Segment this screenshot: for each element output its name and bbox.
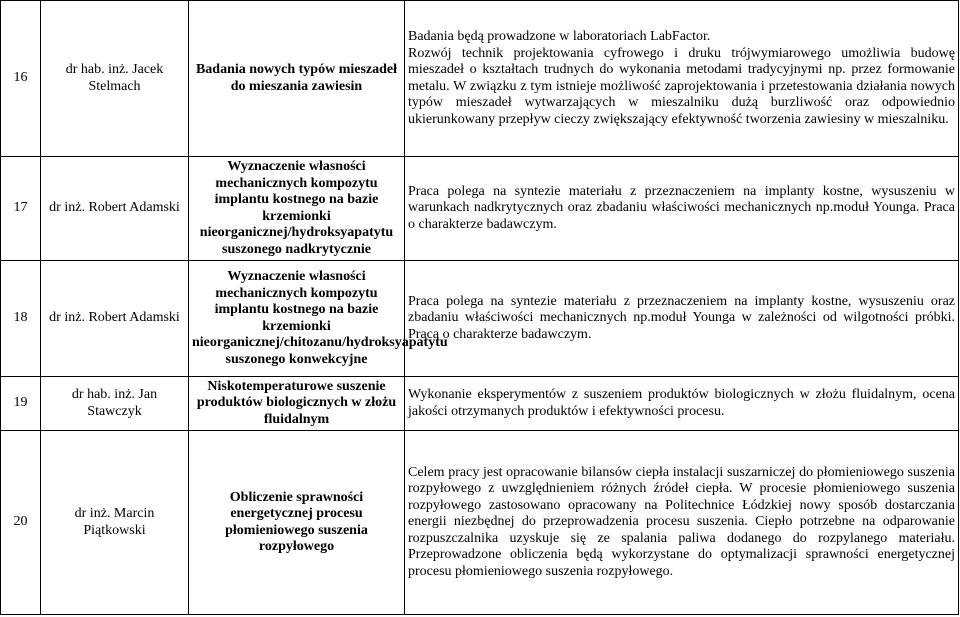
table-row [1,157,959,261]
row-number: 17 [1,157,41,261]
supervisor-name: dr inż. Robert Adamski [41,261,189,377]
topic-description [405,431,959,615]
description-paragraph: Wykonanie eksperymentów z suszeniem produktów biologicznych w złożu fluidalnym, ocena jakości otrzymanych produktów i efektywności procesu. [408,387,955,419]
supervisor-name: dr inż. Marcin Piątkowski [41,431,189,615]
row-number: 20 [1,431,41,615]
row-number: 18 [1,261,41,377]
description-paragraph: Rozwój technik projektowania cyfrowego i druku trójwymiarowego umożliwia budowę mieszadeł o kształtach trudnych do wykonania metodami tradycyjnymi np. przez formowanie metalu. W związku z tym istnieje możliwość zaprojektowania i przetestowania działania nowych typów mieszadeł wytwarzających w mieszalniku dużą burzliwość oraz odpowiednio ukierunkowany przepływ cieczy zwiększający efektywność tworzenia zawiesiny w mieszalniku. [408,45,955,127]
thesis-topic: Wyznaczenie własności mechanicznych kompozytu implantu kostnego na bazie krzemionki nieorganicznej/chitozanu/hydroksyapatytu suszonego konwekcyjne [189,261,405,377]
thesis-topic: Niskotemperaturowe suszenie produktów biologicznych w złożu fluidalnym [189,377,405,431]
row-number: 19 [1,377,41,431]
supervisor-name: dr inż. Robert Adamski [41,157,189,261]
thesis-topic: Badania nowych typów mieszadeł do mieszania zawiesin [189,1,405,157]
description-paragraph: Badania będą prowadzone w laboratoriach LabFactor. [408,29,711,44]
topic-description [405,1,959,157]
description-paragraph: Praca polega na syntezie materiału z przeznaczeniem na implanty kostne, wysuszeniu oraz zbadaniu właściwości mechanicznych np.moduł Younga w zależności od wilgotności próbki. Praca o charakterze badawczym. [408,293,955,342]
supervisor-name: dr hab. inż. Jacek Stelmach [41,1,189,157]
table-row [1,261,959,377]
table-row [1,377,959,431]
thesis-topic: Wyznaczenie własności mechanicznych kompozytu implantu kostnego na bazie krzemionki nieorganicznej/hydroksyapatytu suszonego nadkrytycznie [189,157,405,261]
topic-description [405,157,959,261]
description-paragraph: Praca polega na syntezie materiału z przeznaczeniem na implanty kostne, wysuszeniu w warunkach nadkrytycznych oraz zbadaniu właściwości mechanicznych np.moduł Younga. Praca o charakterze badawczym. [408,183,955,232]
table-row [1,431,959,615]
table-row [1,1,959,157]
topic-description [405,261,959,377]
row-number: 16 [1,1,41,157]
description-paragraph: Celem pracy jest opracowanie bilansów ciepła instalacji suszarniczej do płomieniowego suszenia rozpyłowego z uwzględnieniem różnych źródeł ciepła. W procesie płomieniowego suszenia rozpyłowego zastosowano opracowany na Politechnice Łódzkiej nowy sposób dostarczania energii niezbędnej do przeprowadzenia procesu suszenia. Ciepło potrzebne na odparowanie rozpuszczalnika uzyskuje się ze spalania paliwa dodanego do rozpylanego materiału. Przeprowadzone obliczenia będą wykorzystane do optymalizacji sprawności energetycznej procesu płomieniowego suszenia rozpyłowego. [408,464,955,579]
thesis-topic: Obliczenie sprawności energetycznej procesu płomieniowego suszenia rozpyłowego [189,431,405,615]
supervisor-name: dr hab. inż. Jan Stawczyk [41,377,189,431]
topic-description [405,377,959,431]
